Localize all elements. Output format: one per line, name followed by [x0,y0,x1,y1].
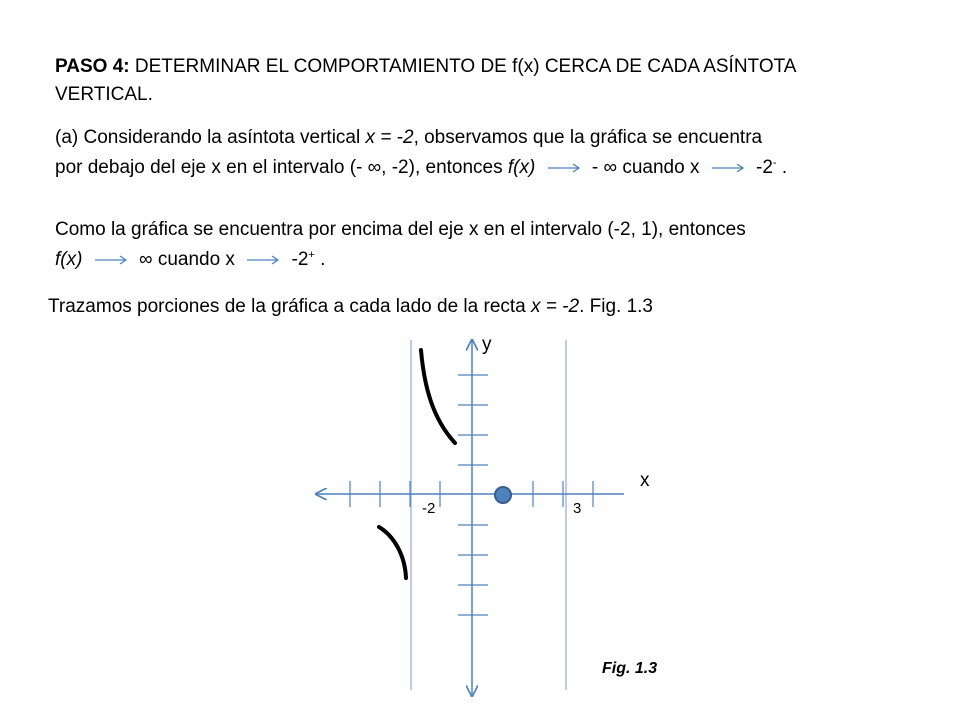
figure-caption: Fig. 1.3 [602,660,658,677]
paragraph-b-line1: Como la gráfica se encuentra por encima del eje x en el intervalo (-2, 1), entonces [55,219,746,240]
paragraph-b-line2: f(x) ∞ cuando x -2+ . [55,249,326,270]
limit-text: - ∞ cuando x [591,157,700,178]
curve-right-of-asymptote [421,350,455,443]
asymptote-equation: x = -2 [365,127,414,148]
step-title-line2: VERTICAL. [55,84,153,105]
step-title-line1: DETERMINAR EL COMPORTAMIENTO DE f(x) CERCA DE CADA ASÍNTOTA [129,56,797,77]
x-axis-label: x [640,470,650,491]
intercept-point [495,487,511,503]
y-axis-label: y [482,334,492,355]
y-ticks [458,375,488,615]
tick-label-3: 3 [573,500,582,517]
step-label: PASO 4: [55,56,130,77]
function-fx: f(x) [507,157,536,178]
trace-sentence: Trazamos porciones de la gráfica a cada lado de la recta x = -2. Fig. 1.3 [48,296,653,317]
function-fx: f(x) [55,249,83,270]
paragraph-a-line1: (a) Considerando la asíntota vertical x = -2, observamos que la gráfica se encuentra [55,127,763,148]
tick-label-neg2: -2 [422,500,436,517]
limit-text: ∞ cuando x [139,249,235,270]
curve-left-of-asymptote [379,527,406,578]
paragraph-a-line2: por debajo del eje x en el intervalo (- ∞, -2), entonces f(x) - ∞ cuando x -2- . [55,157,788,178]
